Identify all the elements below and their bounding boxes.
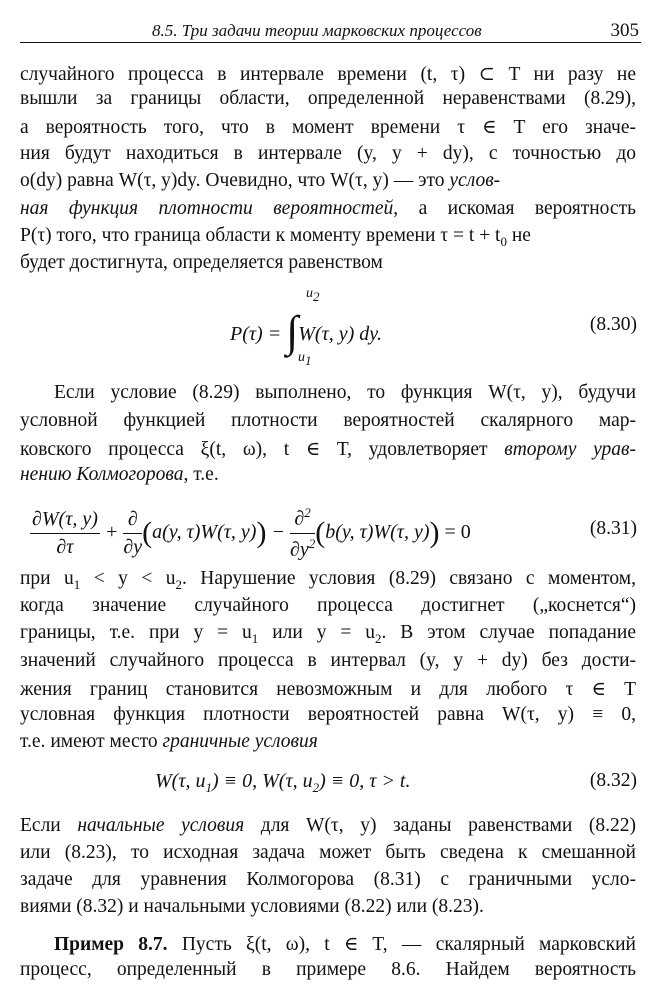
text-line: процесс, определенный в примере 8.6. Найдем вероятность	[20, 959, 636, 980]
equation-number: (8.30)	[589, 314, 637, 335]
text-line: будет достигнута, определяется равенством	[20, 252, 383, 273]
example-label: Пример 8.7.	[54, 934, 168, 955]
text-line: нению Колмогорова, т.е.	[20, 464, 219, 485]
text-line: границы, т.е. при $y = u_1$ или $y = u_2$. В этом случае попадание	[20, 622, 636, 646]
text-line: а вероятность того, что в момент времени τ ∈ T его значе-	[20, 117, 636, 138]
text-line: когда значение случайного процесса достигнет („коснется“)	[20, 595, 636, 616]
text-line: значений случайного процесса в интервал (y, y + dy) без дости-	[20, 650, 636, 671]
text-line: Пример 8.7. Пусть ξ(t, ω), t ∈ T, — скалярный марковский	[54, 934, 636, 955]
equation-8-31: $\frac{\partial W(\tau, y)}{\partial\tau}$ + $\frac{\partial}{\partial y}$ (a(y, τ)W(τ, y)) − $\frac{\partial^2}{\partial y^2}$ (b(y, τ)W(τ, y)) = 0	[32, 505, 471, 561]
text-line: o(dy) равна W(τ, y)dy. Очевидно, что W(τ, y) — это услов-	[20, 170, 501, 191]
text-line: виями (8.32) и начальными условиями (8.22) или (8.23).	[20, 896, 484, 917]
text-line: условная функция плотности вероятностей равна W(τ, y) ≡ 0,	[20, 704, 636, 725]
text-line: P(τ) того, что граница области к моменту времени $\tau = t + t_0$ не	[20, 225, 531, 249]
text-line: случайного процесса в интервале времени (t, τ) ⊂ T ни разу не	[20, 64, 636, 85]
text-line: ковского процесса ξ(t, ω), t ∈ T, удовлетворяет второму урав-	[20, 439, 636, 460]
text-line: ная функция плотности вероятностей, а искомая вероятность	[20, 198, 636, 219]
text-line: условной функцией плотности вероятностей скалярного мар-	[20, 410, 636, 431]
running-header	[20, 12, 641, 43]
running-title: 8.5. Три задачи теории марковских процессов	[152, 21, 482, 40]
text-line: при $u_1 < y < u_2$. Нарушение условия (8.29) связано с моментом,	[20, 568, 636, 592]
text-line: ния будут находиться в интервале (y, y + dy), с точностью до	[20, 143, 636, 164]
text-line: жения границ становится невозможным и для любого τ ∈ T	[20, 679, 636, 700]
page-number: 305	[610, 20, 639, 41]
text-line: Если условие (8.29) выполнено, то функция W(τ, y), будучи	[54, 382, 636, 403]
text-line: т.е. имеют место граничные условия	[20, 731, 318, 752]
text-line: вышли за границы области, определенной неравенствами (8.29),	[20, 88, 636, 109]
equation-number: (8.32)	[589, 770, 637, 791]
text-line: задаче для уравнения Колмогорова (8.31) с граничными усло-	[20, 869, 636, 890]
text-line: или (8.23), то исходная задача может быть сведена к смешанной	[20, 842, 636, 863]
equation-8-32: W(τ, $u_1) \equiv 0$, W(τ, $u_2) \equiv 0$, τ > t.	[155, 770, 411, 795]
equation-8-30: P(τ) = ∫W(τ, y) dy. $u_2$ $u_1$	[230, 286, 383, 368]
equation-number: (8.31)	[589, 518, 637, 539]
text-line: Если начальные условия для W(τ, y) заданы равенствами (8.22)	[20, 815, 636, 836]
